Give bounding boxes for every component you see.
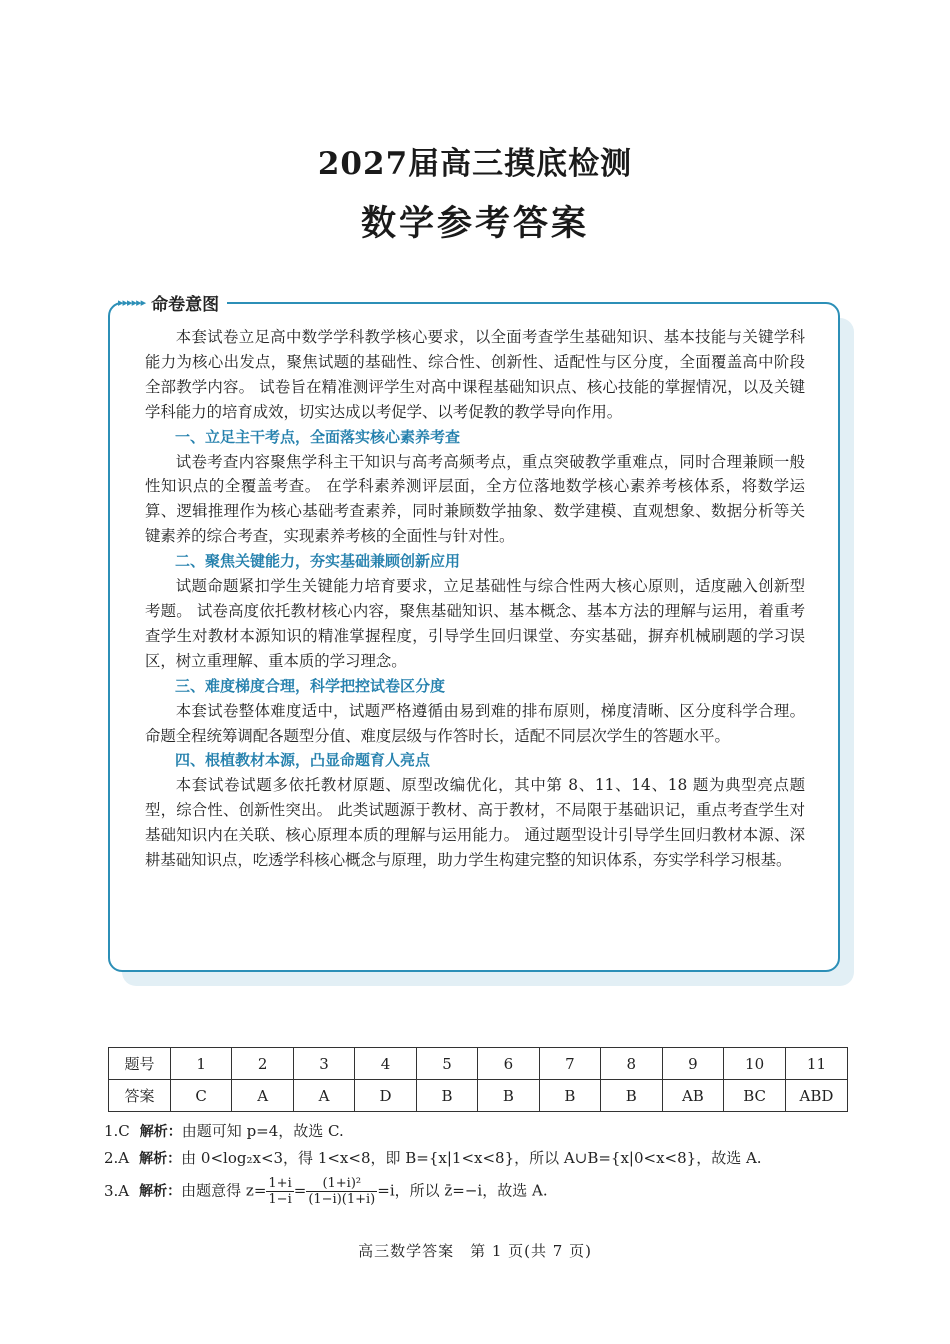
solution-number: 3.A	[104, 1181, 130, 1200]
fraction	[306, 1176, 377, 1207]
table-cell: D	[355, 1080, 416, 1112]
page-title: 2027届高三摸底检测	[317, 146, 633, 182]
arrow-decoration-icon: ▸▸▸▸▸▸	[118, 295, 146, 309]
table-cell: B	[601, 1080, 662, 1112]
table-cell: 3	[293, 1048, 354, 1080]
solution-label: 解析：	[139, 1151, 182, 1167]
intent-box-body	[145, 325, 805, 873]
fraction-numerator: (1+i)²	[306, 1176, 377, 1192]
fraction-denominator: 1−i	[268, 1192, 292, 1207]
section-heading-4: 四、根植教材本源，凸显命题育人亮点	[175, 751, 431, 770]
solution-text-prefix: 由题意得 z=	[181, 1181, 267, 1200]
solution-number: 2.A	[104, 1149, 130, 1167]
table-cell: AB	[662, 1080, 724, 1112]
table-cell: 7	[539, 1048, 600, 1080]
answer-row	[109, 1080, 848, 1112]
table-cell: 11	[785, 1048, 847, 1080]
table-cell: 6	[478, 1048, 539, 1080]
equals-sign: =	[293, 1181, 307, 1200]
solution-text: 由 0<log₂x<3，得 1<x<8，即 B={x|1<x<8}，所以 A∪B={x|0<x<8}，故选 A.	[181, 1149, 762, 1167]
table-cell: 8	[601, 1048, 662, 1080]
table-cell: 9	[662, 1048, 724, 1080]
table-cell: B	[416, 1080, 477, 1112]
table-cell: ABD	[785, 1080, 847, 1112]
solution-text: 由题可知 p=4，故选 C.	[181, 1122, 344, 1140]
question-number-row	[109, 1048, 848, 1080]
table-cell: 4	[355, 1048, 416, 1080]
table-cell: BC	[724, 1080, 786, 1112]
fraction-denominator: (1−i)(1+i)	[308, 1192, 376, 1207]
table-cell: B	[478, 1080, 539, 1112]
table-cell: A	[232, 1080, 293, 1112]
intent-intro: 本套试卷立足高中数学学科教学核心要求，以全面考查学生基础知识、基本技能与关键学科能力为核心出发点，聚焦试题的基础性、综合性、创新性、适配性与区分度，全面覆盖高中阶段全部教学内容。 试卷旨在精准测评学生对高中课程基础知识点、核心技能的掌握情况，以及关键学科能力的培育成效，切实达成以考促学、以考促教的教学导向作用。	[145, 328, 805, 421]
section-text-2: 试题命题紧扣学生关键能力培育要求，立足基础性与综合性两大核心原则，适度融入创新型考题。 试卷高度依托教材核心内容，聚焦基础知识、基本概念、基本方法的理解与运用，着重考查学生对教材本源知识的精准掌握程度，引导学生回归课堂、夯实基础，摒弃机械刷题的学习误区，树立重理解、重本质的学习理念。	[145, 577, 805, 670]
section-text-3: 本套试卷整体难度适中，试题严格遵循由易到难的排布原则，梯度清晰、区分度科学合理。 命题全程统筹调配各题型分值、难度层级与作答时长，适配不同层次学生的答题水平。	[145, 701, 805, 745]
table-cell: C	[170, 1080, 231, 1112]
fraction-numerator: 1+i	[268, 1176, 292, 1191]
table-header-cell: 答案	[109, 1080, 171, 1112]
table-cell: 2	[232, 1048, 293, 1080]
intent-box-header	[118, 290, 227, 314]
solution-text-suffix: =i，所以 z̄=−i，故选 A.	[377, 1181, 548, 1200]
solution-number: 1.C	[104, 1122, 130, 1140]
table-header-cell: 题号	[109, 1048, 171, 1080]
section-heading-2: 二、聚焦关键能力，夯实基础兼顾创新应用	[175, 552, 461, 571]
page-subtitle: 数学参考答案	[360, 203, 589, 244]
solution-1	[104, 1120, 344, 1141]
section-heading-1: 一、立足主干考点，全面落实核心素养考查	[175, 427, 461, 446]
page-footer: 高三数学答案 第 1 页(共 7 页)	[358, 1242, 592, 1260]
solution-3	[104, 1176, 548, 1207]
answer-table	[108, 1047, 848, 1112]
section-text-4: 本套试卷试题多依托教材原题、原型改编优化，其中第 8、11、14、18 题为典型亮点题型，综合性、创新性突出。 此类试题源于教材、高于教材，不局限于基础识记，重点考查学生对基础知识内在关联、核心原理本质的理解与运用能力。 通过题型设计引导学生回归教材本源、深耕基础知识点，吃透学科核心概念与原理，助力学生构建完整的知识体系，夯实学科学习根基。	[145, 776, 805, 870]
fraction	[266, 1176, 293, 1207]
solution-label: 解析：	[139, 1183, 182, 1200]
intent-box-label: 命卷意图	[151, 294, 220, 315]
table-cell: 5	[416, 1048, 477, 1080]
table-cell: 1	[170, 1048, 231, 1080]
table-cell: 10	[724, 1048, 786, 1080]
table-cell: B	[539, 1080, 600, 1112]
solution-2	[104, 1147, 762, 1168]
section-text-1: 试卷考查内容聚焦学科主干知识与高考高频考点，重点突破教学重难点，同时合理兼顾一般性知识点的全覆盖考查。 在学科素养测评层面，全方位落地数学核心素养考核体系，将数学运算、逻辑推理作为核心基础考查素养，同时兼顾数学抽象、数学建模、直观想象、数据分析等关键素养的综合考查，实现素养考核的全面性与针对性。	[145, 452, 805, 546]
solution-label: 解析：	[139, 1124, 182, 1140]
table-cell: A	[293, 1080, 354, 1112]
section-heading-3: 三、难度梯度合理，科学把控试卷区分度	[175, 676, 446, 695]
